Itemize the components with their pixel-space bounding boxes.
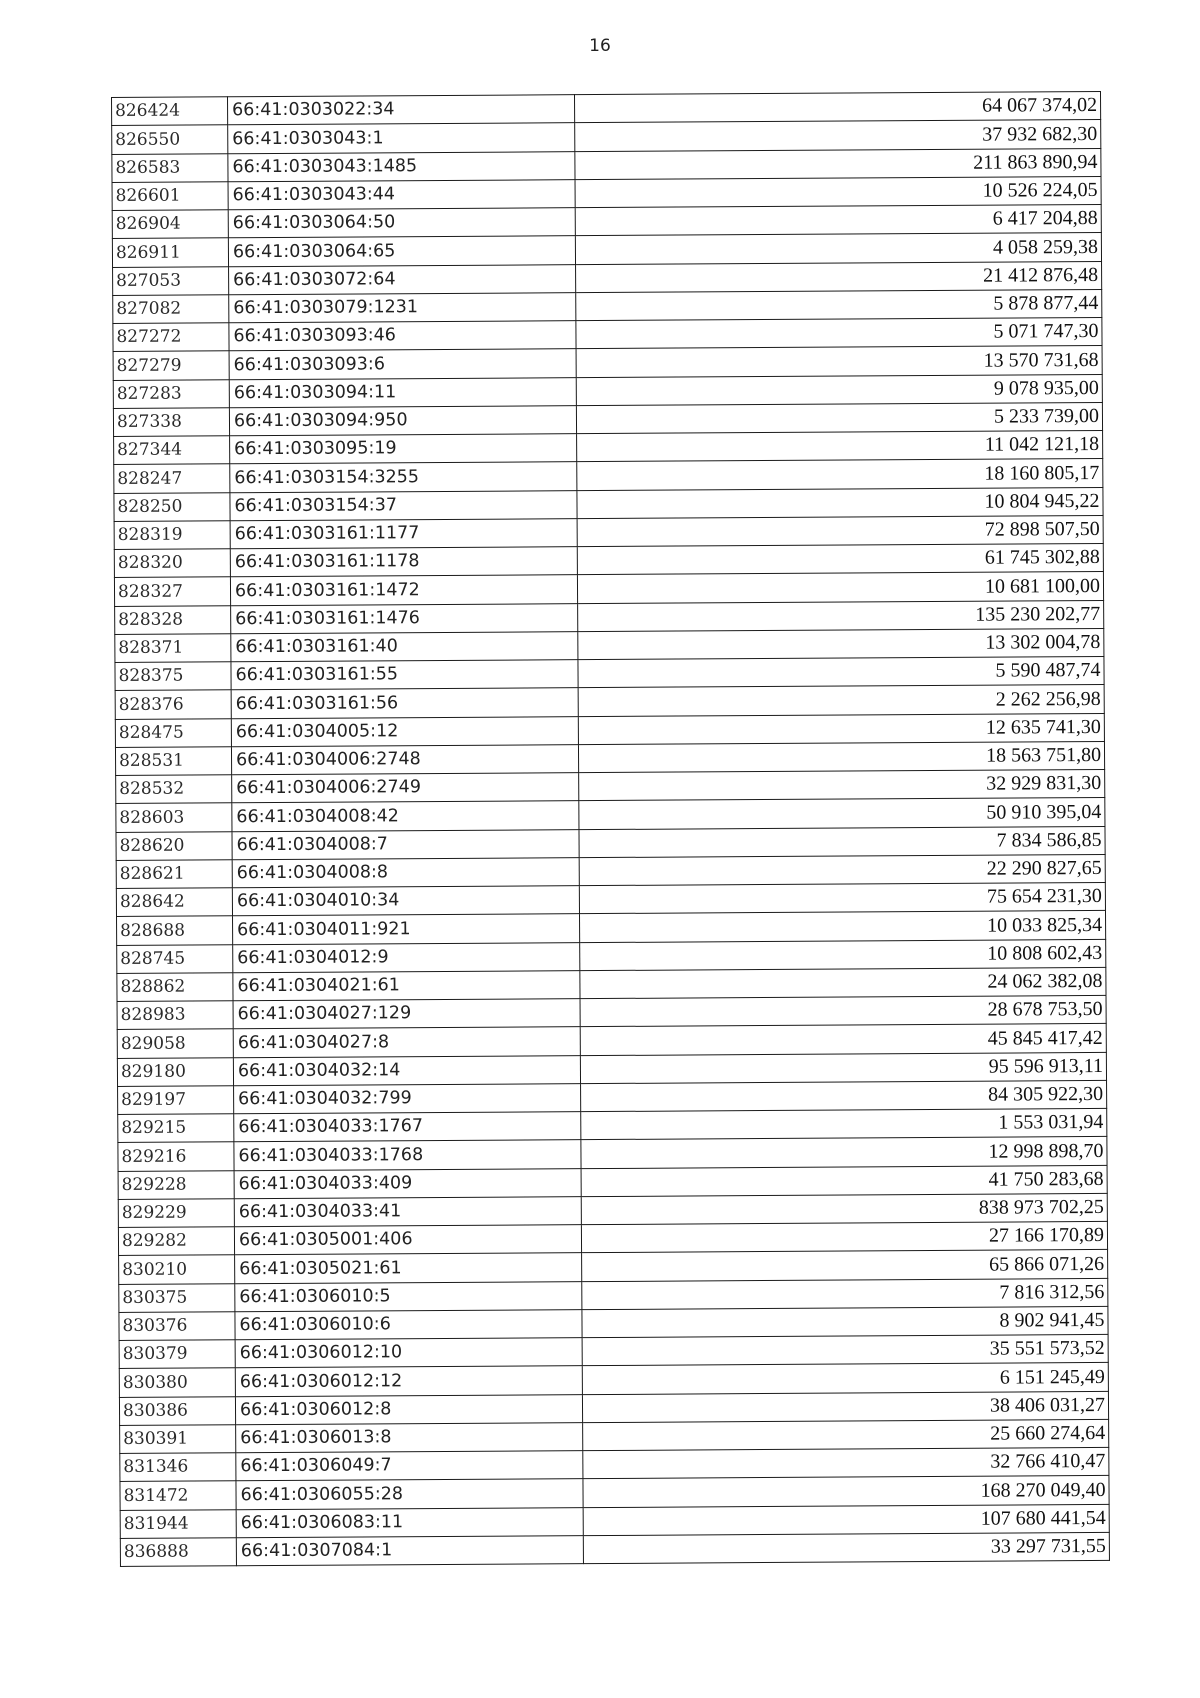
cadastral-value-cell: 50 910 395,04 [579, 798, 1105, 829]
object-id-cell: 829058 [117, 1029, 233, 1058]
object-id-cell: 826601 [112, 182, 228, 211]
object-id-cell: 828620 [116, 831, 232, 860]
cadastral-number-cell: 66:41:0304033:1768 [234, 1140, 581, 1170]
cadastral-value-cell: 75 654 231,30 [579, 882, 1105, 913]
object-id-cell: 829216 [118, 1142, 234, 1171]
cadastral-number-cell: 66:41:0303161:1178 [230, 547, 577, 577]
cadastral-number-cell: 66:41:0304010:34 [232, 886, 579, 916]
cadastral-value-cell: 32 766 410,47 [583, 1447, 1109, 1478]
cadastral-value-cell: 25 660 274,64 [583, 1419, 1109, 1450]
object-id-cell: 829180 [117, 1057, 233, 1086]
cadastral-value-cell: 10 033 825,34 [579, 911, 1105, 942]
cadastral-number-cell: 66:41:0304033:41 [234, 1196, 581, 1226]
object-id-cell: 826911 [112, 238, 228, 267]
object-id-cell: 828319 [114, 521, 230, 550]
cadastral-value-cell: 8 902 941,45 [582, 1306, 1108, 1337]
object-id-cell: 831346 [120, 1453, 236, 1482]
cadastral-value-cell: 168 270 049,40 [583, 1476, 1109, 1507]
cadastral-number-cell: 66:41:0303094:950 [229, 405, 576, 435]
cadastral-number-cell: 66:41:0303043:1 [228, 123, 575, 153]
object-id-cell: 827279 [113, 351, 229, 380]
object-id-cell: 836888 [120, 1538, 236, 1567]
object-id-cell: 828532 [116, 775, 232, 804]
cadastral-value-cell: 24 062 382,08 [580, 967, 1106, 998]
object-id-cell: 826583 [112, 153, 228, 182]
object-id-cell: 828531 [115, 747, 231, 776]
object-id-cell: 827344 [114, 436, 230, 465]
cadastral-number-cell: 66:41:0304008:7 [232, 829, 579, 859]
cadastral-number-cell: 66:41:0304012:9 [233, 942, 580, 972]
cadastral-number-cell: 66:41:0303043:44 [228, 179, 575, 209]
cadastral-value-cell: 41 750 283,68 [581, 1165, 1107, 1196]
cadastral-number-cell: 66:41:0303094:11 [229, 377, 576, 407]
cadastral-value-cell: 64 067 374,02 [574, 91, 1100, 122]
cadastral-value-cell: 9 078 935,00 [576, 374, 1102, 405]
cadastral-number-cell: 66:41:0303093:6 [229, 349, 576, 379]
cadastral-value-cell: 72 898 507,50 [577, 515, 1103, 546]
cadastral-number-cell: 66:41:0304027:8 [233, 1027, 580, 1057]
object-id-cell: 828328 [115, 605, 231, 634]
object-id-cell: 827272 [113, 323, 229, 352]
cadastral-value-cell: 32 929 831,30 [579, 769, 1105, 800]
cadastral-number-cell: 66:41:0304006:2748 [231, 744, 578, 774]
cadastral-value-cell: 18 563 751,80 [578, 741, 1104, 772]
table-container [111, 91, 1110, 1567]
object-id-cell: 828247 [114, 464, 230, 493]
cadastral-number-cell: 66:41:0303093:46 [229, 321, 576, 351]
cadastral-value-cell: 5 590 487,74 [578, 656, 1104, 687]
cadastral-number-cell: 66:41:0303154:37 [230, 490, 577, 520]
object-id-cell: 827082 [113, 295, 229, 324]
cadastral-number-cell: 66:41:0305001:406 [234, 1225, 581, 1255]
object-id-cell: 828475 [115, 718, 231, 747]
cadastral-number-cell: 66:41:0304006:2749 [232, 773, 579, 803]
cadastral-number-cell: 66:41:0306010:5 [235, 1281, 582, 1311]
cadastral-number-cell: 66:41:0304008:42 [232, 801, 579, 831]
table-row [120, 1532, 1109, 1566]
cadastral-number-cell: 66:41:0303043:1485 [228, 151, 575, 181]
object-id-cell: 827053 [113, 266, 229, 295]
cadastral-value-cell: 13 570 731,68 [576, 346, 1102, 377]
cadastral-number-cell: 66:41:0307084:1 [236, 1535, 583, 1565]
object-id-cell: 827283 [113, 379, 229, 408]
cadastral-number-cell: 66:41:0303064:50 [228, 208, 575, 238]
object-id-cell: 828745 [117, 944, 233, 973]
cadastral-number-cell: 66:41:0303161:55 [231, 660, 578, 690]
cadastral-value-cell: 838 973 702,25 [581, 1193, 1107, 1224]
cadastral-value-cell: 4 058 259,38 [575, 233, 1101, 264]
cadastral-number-cell: 66:41:0303154:3255 [230, 462, 577, 492]
cadastral-number-cell: 66:41:0303072:64 [229, 264, 576, 294]
cadastral-number-cell: 66:41:0306012:8 [235, 1394, 582, 1424]
cadastral-number-cell: 66:41:0304033:1767 [234, 1112, 581, 1142]
object-id-cell: 828371 [115, 634, 231, 663]
cadastral-value-cell: 107 680 441,54 [583, 1504, 1109, 1535]
cadastral-number-cell: 66:41:0306013:8 [236, 1422, 583, 1452]
cadastral-value-cell: 11 042 121,18 [577, 430, 1103, 461]
cadastral-value-cell: 28 678 753,50 [580, 995, 1106, 1026]
object-id-cell: 830375 [119, 1283, 235, 1312]
cadastral-number-cell: 66:41:0304011:921 [233, 914, 580, 944]
object-id-cell: 829229 [118, 1199, 234, 1228]
object-id-cell: 827338 [113, 408, 229, 437]
cadastral-value-cell: 7 816 312,56 [582, 1278, 1108, 1309]
cadastral-number-cell: 66:41:0303161:40 [231, 631, 578, 661]
cadastral-value-cell: 84 305 922,30 [581, 1080, 1107, 1111]
cadastral-value-cell: 12 635 741,30 [578, 713, 1104, 744]
cadastral-value-cell: 27 166 170,89 [581, 1221, 1107, 1252]
cadastral-number-cell: 66:41:0303079:1231 [229, 292, 576, 322]
cadastral-value-cell: 5 233 739,00 [576, 402, 1102, 433]
cadastral-value-cell: 6 151 245,49 [582, 1363, 1108, 1394]
cadastral-number-cell: 66:41:0303161:56 [231, 688, 578, 718]
cadastral-number-cell: 66:41:0303161:1476 [231, 603, 578, 633]
cadastral-number-cell: 66:41:0306012:10 [235, 1338, 582, 1368]
cadastral-value-cell: 61 745 302,88 [577, 543, 1103, 574]
cadastral-number-cell: 66:41:0306055:28 [236, 1479, 583, 1509]
cadastral-number-cell: 66:41:0304005:12 [231, 716, 578, 746]
cadastral-number-cell: 66:41:0306049:7 [236, 1451, 583, 1481]
object-id-cell: 829197 [118, 1086, 234, 1115]
cadastral-value-table [111, 91, 1110, 1567]
cadastral-number-cell: 66:41:0304032:14 [233, 1055, 580, 1085]
cadastral-value-cell: 135 230 202,77 [578, 600, 1104, 631]
object-id-cell: 828983 [117, 1001, 233, 1030]
object-id-cell: 830379 [119, 1340, 235, 1369]
page-number: 16 [589, 36, 611, 56]
object-id-cell: 830210 [119, 1255, 235, 1284]
object-id-cell: 828250 [114, 492, 230, 521]
cadastral-value-cell: 10 681 100,00 [577, 572, 1103, 603]
cadastral-number-cell: 66:41:0304027:129 [233, 999, 580, 1029]
cadastral-value-cell: 7 834 586,85 [579, 826, 1105, 857]
cadastral-value-cell: 6 417 204,88 [575, 204, 1101, 235]
cadastral-number-cell: 66:41:0303095:19 [230, 434, 577, 464]
table-body [112, 91, 1110, 1566]
object-id-cell: 826424 [112, 97, 228, 126]
cadastral-value-cell: 65 866 071,26 [582, 1250, 1108, 1281]
cadastral-value-cell: 1 553 031,94 [581, 1108, 1107, 1139]
cadastral-value-cell: 38 406 031,27 [582, 1391, 1108, 1422]
cadastral-value-cell: 21 412 876,48 [576, 261, 1102, 292]
cadastral-value-cell: 12 998 898,70 [581, 1137, 1107, 1168]
object-id-cell: 828688 [117, 916, 233, 945]
cadastral-value-cell: 10 804 945,22 [577, 487, 1103, 518]
object-id-cell: 829228 [118, 1170, 234, 1199]
cadastral-number-cell: 66:41:0304021:61 [233, 970, 580, 1000]
object-id-cell: 830391 [120, 1425, 236, 1454]
cadastral-number-cell: 66:41:0306012:12 [235, 1366, 582, 1396]
cadastral-value-cell: 18 160 805,17 [577, 459, 1103, 490]
cadastral-value-cell: 211 863 890,94 [575, 148, 1101, 179]
cadastral-value-cell: 5 071 747,30 [576, 317, 1102, 348]
cadastral-value-cell: 33 297 731,55 [583, 1532, 1109, 1563]
cadastral-number-cell: 66:41:0305021:61 [235, 1253, 582, 1283]
cadastral-value-cell: 45 845 417,42 [580, 1024, 1106, 1055]
object-id-cell: 826550 [112, 125, 228, 154]
object-id-cell: 830376 [119, 1312, 235, 1341]
object-id-cell: 828862 [117, 973, 233, 1002]
cadastral-number-cell: 66:41:0303161:1177 [230, 518, 577, 548]
cadastral-value-cell: 37 932 682,30 [575, 120, 1101, 151]
object-id-cell: 828375 [115, 662, 231, 691]
object-id-cell: 830380 [119, 1368, 235, 1397]
object-id-cell: 831944 [120, 1509, 236, 1538]
object-id-cell: 829215 [118, 1114, 234, 1143]
cadastral-value-cell: 13 302 004,78 [578, 628, 1104, 659]
cadastral-number-cell: 66:41:0303161:1472 [230, 575, 577, 605]
object-id-cell: 830386 [119, 1396, 235, 1425]
object-id-cell: 828603 [116, 803, 232, 832]
cadastral-number-cell: 66:41:0303064:65 [228, 236, 575, 266]
cadastral-number-cell: 66:41:0306083:11 [236, 1507, 583, 1537]
object-id-cell: 828327 [114, 577, 230, 606]
cadastral-value-cell: 10 526 224,05 [575, 176, 1101, 207]
object-id-cell: 831472 [120, 1481, 236, 1510]
object-id-cell: 828642 [116, 888, 232, 917]
cadastral-number-cell: 66:41:0306010:6 [235, 1309, 582, 1339]
object-id-cell: 826904 [112, 210, 228, 239]
cadastral-value-cell: 35 551 573,52 [582, 1334, 1108, 1365]
object-id-cell: 828320 [114, 549, 230, 578]
cadastral-value-cell: 10 808 602,43 [580, 939, 1106, 970]
object-id-cell: 829282 [118, 1227, 234, 1256]
cadastral-number-cell: 66:41:0304033:409 [234, 1168, 581, 1198]
cadastral-value-cell: 5 878 877,44 [576, 289, 1102, 320]
cadastral-number-cell: 66:41:0303022:34 [228, 95, 575, 125]
cadastral-value-cell: 95 596 913,11 [580, 1052, 1106, 1083]
cadastral-value-cell: 22 290 827,65 [579, 854, 1105, 885]
object-id-cell: 828621 [116, 860, 232, 889]
cadastral-number-cell: 66:41:0304032:799 [234, 1083, 581, 1113]
cadastral-number-cell: 66:41:0304008:8 [232, 857, 579, 887]
object-id-cell: 828376 [115, 690, 231, 719]
cadastral-value-cell: 2 262 256,98 [578, 685, 1104, 716]
